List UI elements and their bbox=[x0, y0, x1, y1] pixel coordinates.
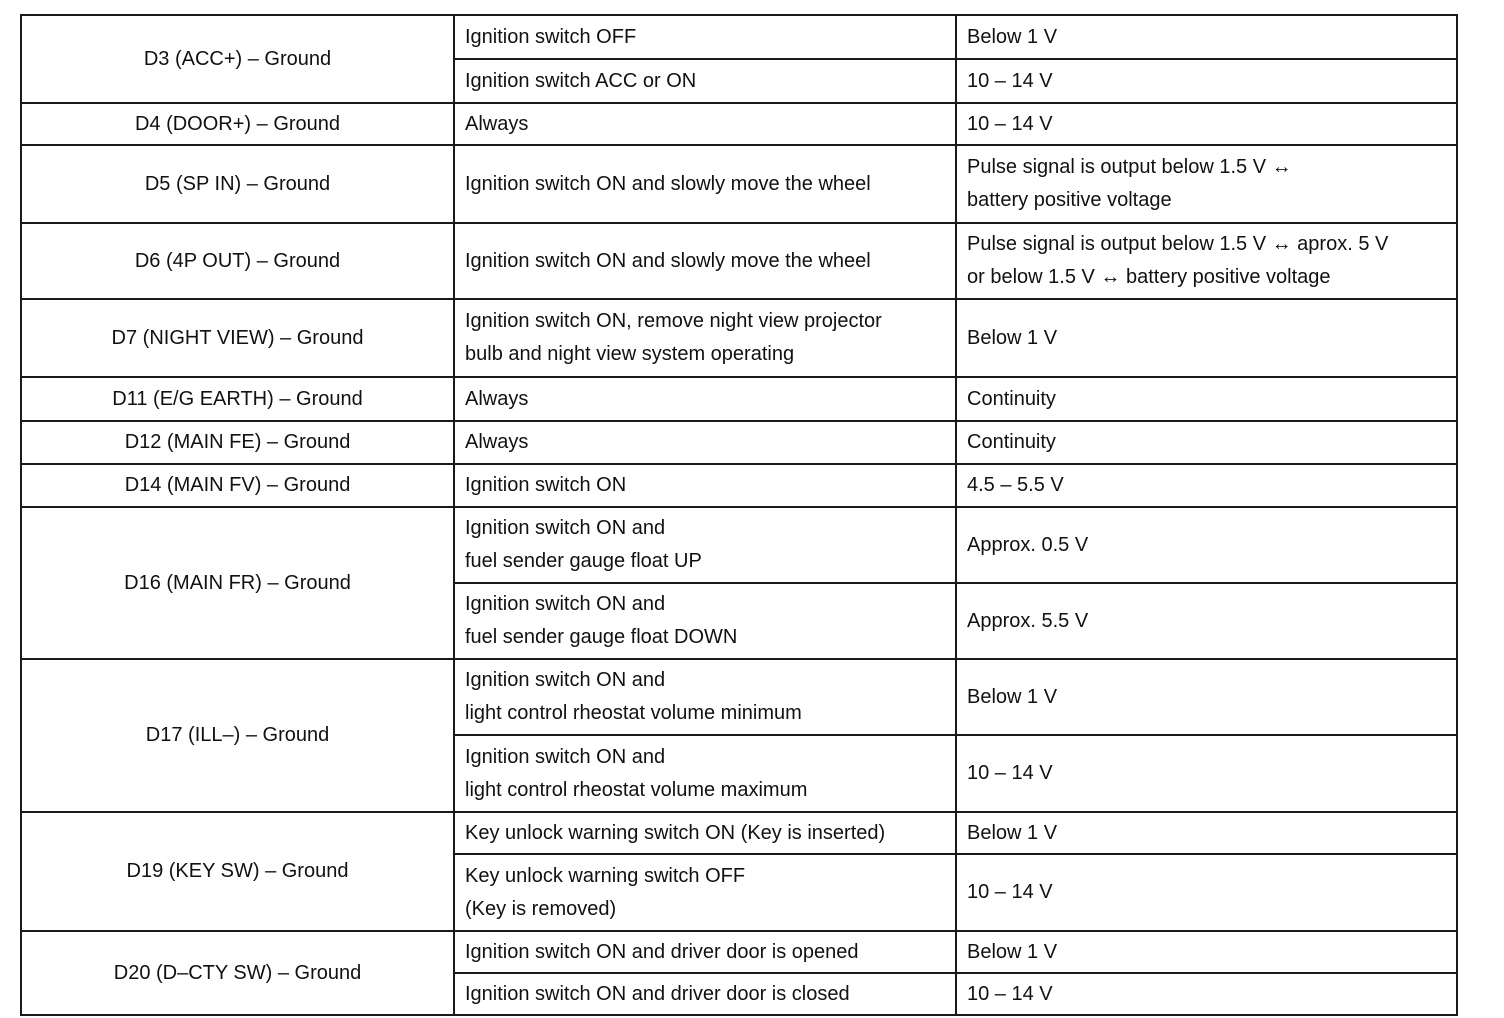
condition-cell bbox=[454, 931, 956, 973]
table-row bbox=[21, 15, 1457, 59]
condition-text: Ignition switch ON and slowly move the wheel bbox=[465, 249, 871, 272]
condition-cell bbox=[454, 377, 956, 421]
specified-condition-cell bbox=[956, 583, 1457, 659]
terminal-cell: D6 (4P OUT) – Ground bbox=[21, 223, 454, 299]
specified-condition-cell bbox=[956, 145, 1457, 223]
condition-text: Ignition switch ON bbox=[465, 474, 627, 496]
terminal-cell: D14 (MAIN FV) – Ground bbox=[21, 464, 454, 507]
condition-text: fuel sender gauge float DOWN bbox=[465, 626, 738, 648]
condition-text: Ignition switch ACC or ON bbox=[465, 69, 697, 92]
condition-text: Ignition switch ON and bbox=[465, 669, 666, 691]
terminal-cell: D3 (ACC+) – Ground bbox=[21, 15, 454, 103]
specified-condition-cell bbox=[956, 103, 1457, 145]
specified-condition-text: Continuity bbox=[967, 387, 1056, 410]
condition-cell bbox=[454, 973, 956, 1015]
terminal-cell: D5 (SP IN) – Ground bbox=[21, 145, 454, 223]
specified-condition-cell bbox=[956, 507, 1457, 583]
table-row bbox=[21, 812, 1457, 854]
condition-text: (Key is removed) bbox=[465, 897, 617, 920]
terminal-cell: D12 (MAIN FE) – Ground bbox=[21, 421, 454, 464]
specified-condition-cell bbox=[956, 854, 1457, 931]
table-row bbox=[21, 223, 1457, 299]
condition-text: Key unlock warning switch OFF bbox=[465, 864, 746, 887]
table-row bbox=[21, 145, 1457, 223]
specified-condition-cell bbox=[956, 659, 1457, 735]
table-row bbox=[21, 421, 1457, 464]
spec-table-body bbox=[21, 15, 1457, 1015]
terminal-cell: D4 (DOOR+) – Ground bbox=[21, 103, 454, 145]
condition-cell bbox=[454, 812, 956, 854]
specified-condition-text: 10 – 14 V bbox=[967, 112, 1053, 135]
condition-cell bbox=[454, 464, 956, 507]
specified-condition-text: Below 1 V bbox=[967, 25, 1058, 48]
specified-condition-text: Approx. 0.5 V bbox=[967, 533, 1089, 556]
specified-condition-cell bbox=[956, 15, 1457, 59]
table-row bbox=[21, 507, 1457, 583]
condition-cell bbox=[454, 854, 956, 931]
table-row bbox=[21, 659, 1457, 735]
terminal-cell: D19 (KEY SW) – Ground bbox=[21, 812, 454, 931]
condition-text: light control rheostat volume maximum bbox=[465, 778, 808, 801]
condition-text: fuel sender gauge float UP bbox=[465, 550, 702, 572]
condition-text: Ignition switch ON and slowly move the wheel bbox=[465, 172, 871, 195]
condition-cell bbox=[454, 59, 956, 103]
condition-text: Always bbox=[465, 431, 529, 453]
specified-condition-text: 10 – 14 V bbox=[967, 881, 1053, 903]
table-row bbox=[21, 377, 1457, 421]
condition-text: Ignition switch ON and bbox=[465, 593, 666, 615]
specified-condition-cell bbox=[956, 735, 1457, 812]
specified-condition-text: Pulse signal is output below 1.5 V ↔ aprox. 5 V bbox=[967, 233, 1389, 255]
specified-condition-text: Pulse signal is output below 1.5 V ↔ bbox=[967, 156, 1292, 178]
specified-condition-cell bbox=[956, 973, 1457, 1015]
condition-text: Ignition switch OFF bbox=[465, 25, 637, 48]
condition-cell bbox=[454, 583, 956, 659]
specified-condition-cell bbox=[956, 812, 1457, 854]
condition-cell bbox=[454, 735, 956, 812]
condition-text: Ignition switch ON and driver door is opened bbox=[465, 940, 859, 963]
condition-cell bbox=[454, 507, 956, 583]
specified-condition-cell bbox=[956, 377, 1457, 421]
table-row bbox=[21, 299, 1457, 377]
specified-condition-text: Below 1 V bbox=[967, 685, 1058, 708]
specified-condition-text: 4.5 – 5.5 V bbox=[967, 474, 1064, 496]
specified-condition-text: Below 1 V bbox=[967, 326, 1058, 349]
condition-text: Ignition switch ON and driver door is closed bbox=[465, 982, 850, 1005]
condition-cell bbox=[454, 659, 956, 735]
condition-text: Always bbox=[465, 112, 529, 135]
terminal-cell: D11 (E/G EARTH) – Ground bbox=[21, 377, 454, 421]
condition-text: Ignition switch ON and bbox=[465, 517, 666, 539]
table-row bbox=[21, 464, 1457, 507]
terminal-cell: D17 (ILL–) – Ground bbox=[21, 659, 454, 812]
condition-text: Key unlock warning switch ON (Key is inserted) bbox=[465, 821, 886, 844]
condition-text: Ignition switch ON, remove night view projector bbox=[465, 310, 882, 332]
specified-condition-text: 10 – 14 V bbox=[967, 982, 1053, 1005]
condition-cell bbox=[454, 103, 956, 145]
specified-condition-cell bbox=[956, 59, 1457, 103]
specified-condition-text: Below 1 V bbox=[967, 940, 1058, 963]
terminal-spec-table bbox=[20, 14, 1458, 1016]
condition-cell bbox=[454, 299, 956, 377]
specified-condition-text: Below 1 V bbox=[967, 821, 1058, 844]
condition-cell bbox=[454, 15, 956, 59]
specified-condition-text: battery positive voltage bbox=[967, 189, 1172, 211]
table-row bbox=[21, 931, 1457, 973]
condition-cell bbox=[454, 223, 956, 299]
specified-condition-text: Approx. 5.5 V bbox=[967, 609, 1089, 632]
specified-condition-text: Continuity bbox=[967, 431, 1056, 453]
specified-condition-text: 10 – 14 V bbox=[967, 69, 1053, 92]
table-row bbox=[21, 103, 1457, 145]
condition-text: light control rheostat volume minimum bbox=[465, 702, 802, 724]
condition-cell bbox=[454, 145, 956, 223]
terminal-cell: D20 (D–CTY SW) – Ground bbox=[21, 931, 454, 1015]
specified-condition-cell bbox=[956, 421, 1457, 464]
condition-text: Ignition switch ON and bbox=[465, 745, 666, 768]
condition-text: Always bbox=[465, 387, 529, 410]
specified-condition-cell bbox=[956, 299, 1457, 377]
specified-condition-cell bbox=[956, 464, 1457, 507]
specified-condition-text: or below 1.5 V ↔ battery positive voltage bbox=[967, 266, 1331, 288]
terminal-cell: D16 (MAIN FR) – Ground bbox=[21, 507, 454, 659]
specified-condition-cell bbox=[956, 931, 1457, 973]
condition-cell bbox=[454, 421, 956, 464]
specified-condition-cell bbox=[956, 223, 1457, 299]
specified-condition-text: 10 – 14 V bbox=[967, 762, 1053, 784]
condition-text: bulb and night view system operating bbox=[465, 343, 795, 365]
terminal-cell: D7 (NIGHT VIEW) – Ground bbox=[21, 299, 454, 377]
